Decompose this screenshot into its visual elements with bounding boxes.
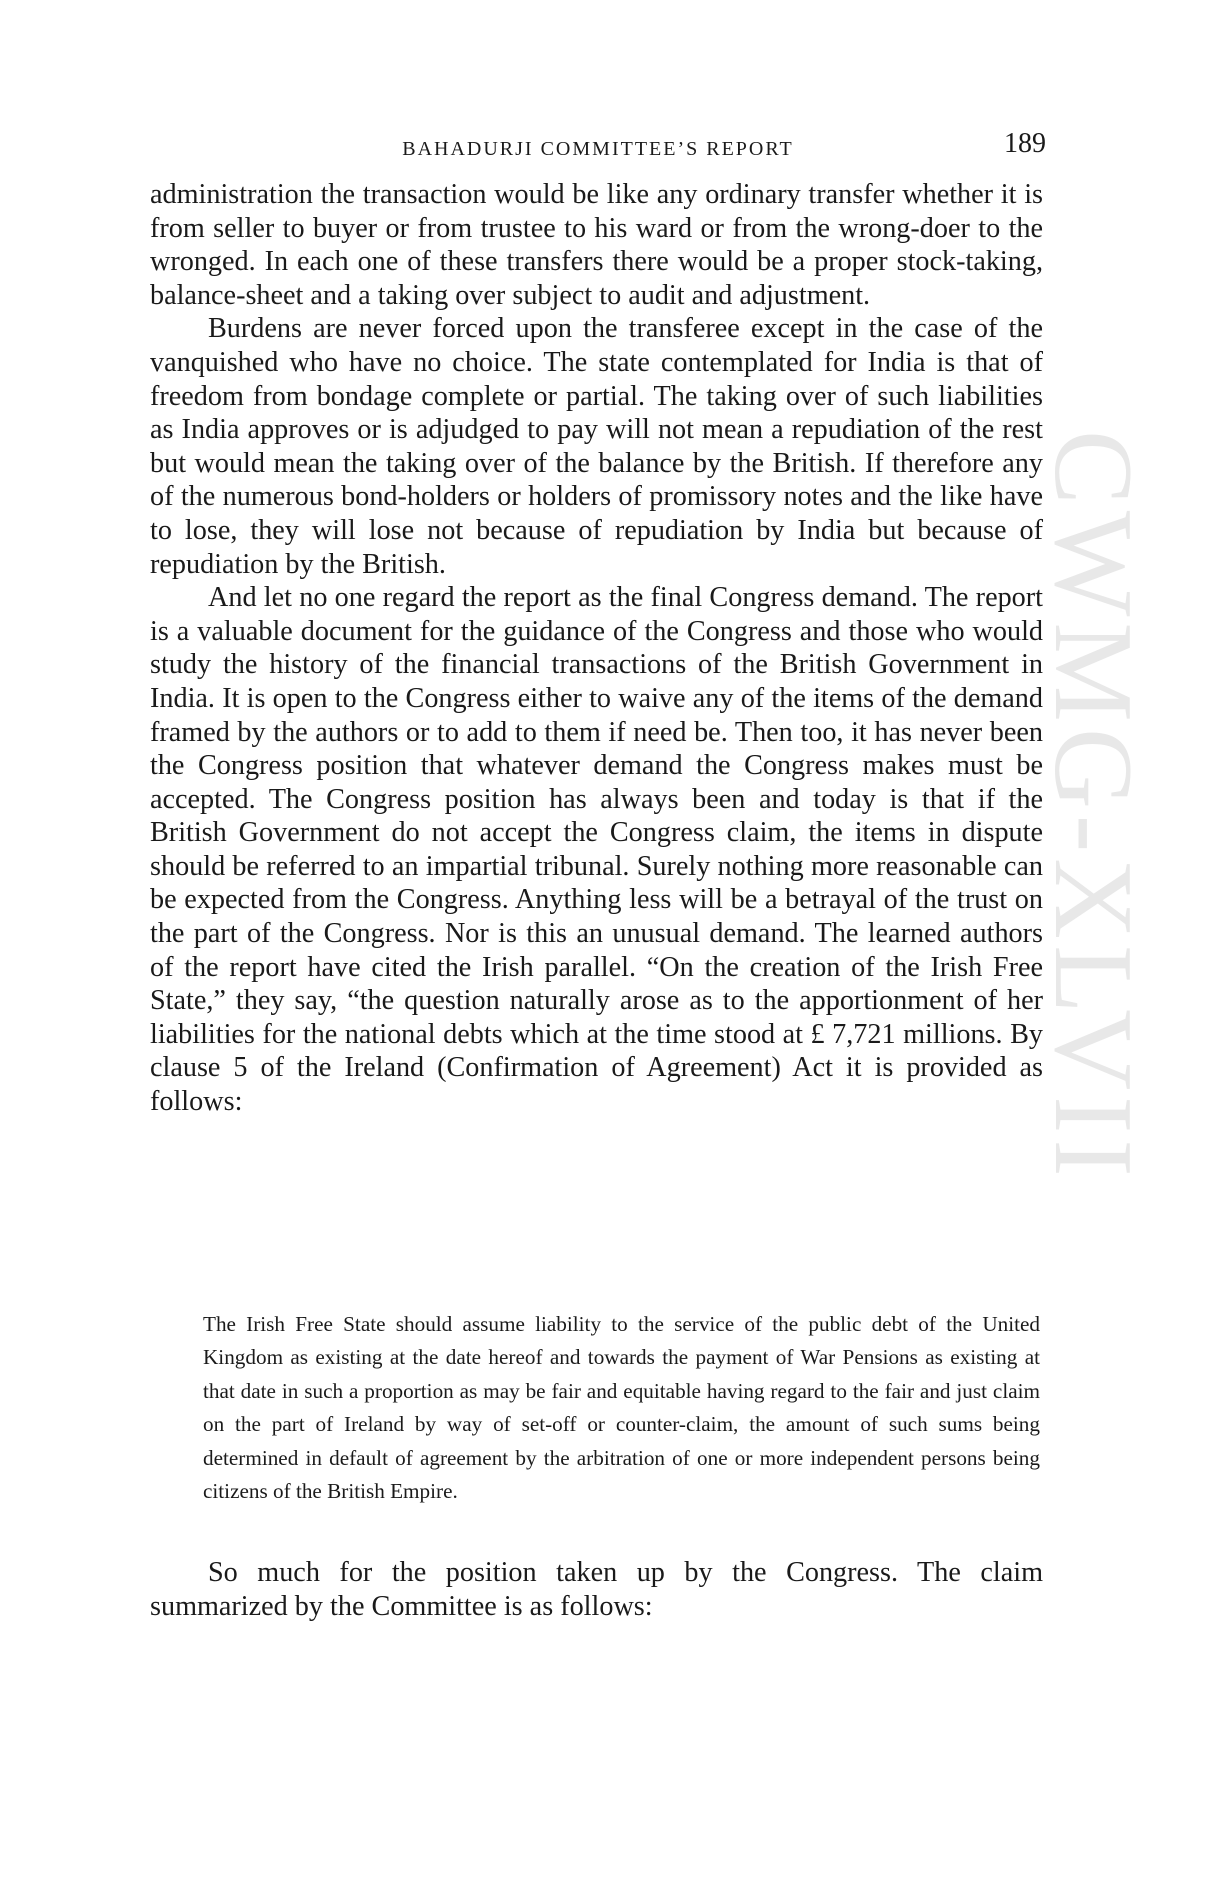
- closing-paragraph: [150, 1556, 1043, 1623]
- running-head: BAHADURJI COMMITTEE’S REPORT: [402, 138, 794, 160]
- paragraph-3: And let no one regard the report as the final Congress demand. The report is a valuable document for the guidance of the Congress and those who would study the history of the financial transactions of the British Government in India. It is open to the Congress either to waive any of the items of the demand framed by the authors or to add to them if need be. Then too, it has never been the Congress position that whatever demand the Congress makes must be accepted. The Congress position has always been and today is that if the British Government do not accept the Congress claim, the items in dispute should be referred to an impartial tribunal. Surely nothing more reasonable can be expected from the Congress. Anything less will be a betrayal of the trust on the part of the Congress. Nor is this an unusual demand. The learned authors of the report have cited the Irish parallel. “On the creation of the Irish Free State,” they say, “the question naturally arose as to the apportionment of her liabilities for the national debts which at the time stood at £ 7,721 millions. By clause 5 of the Ireland (Confirmation of Agreement) Act it is provided as follows:: [150, 582, 1043, 1118]
- paragraph-1: administration the transaction would be like any ordinary transfer whether it is from seller to buyer or from trustee to his ward or from the wrong-doer to the wronged. In each one of these transfers there would be a proper stock-taking, balance-sheet and a taking over subject to audit and adjustment.: [150, 179, 1043, 311]
- block-quote: The Irish Free State should assume liability to the service of the public debt of the United Kingdom as existing at the date hereof and towards the payment of War Pensions as existing at that date in such a proportion as may be fair and equitable having regard to the fair and just claim on the part of Ireland by way of set-off or counter-claim, the amount of such sums being determined in default of agreement by the arbitration of one or more independent persons being citizens of the British Empire.: [203, 1312, 1040, 1504]
- watermark: [1031, 430, 1159, 1490]
- paragraph-2: Burdens are never forced upon the transferee except in the case of the vanquished who have no choice. The state contemplated for India is that of freedom from bondage complete or partial. The taking over of such liabilities as India approves or is adjudged to pay will not mean a repudiation of the rest but would mean the taking over of the balance by the British. If therefore any of the numerous bond-holders or holders of promissory notes and the like have to lose, they will lose not because of repudiation by India but because of repudiation by the British.: [150, 313, 1043, 580]
- page-number: 189: [1004, 128, 1046, 159]
- watermark-text: CWMG-XLVII: [1031, 430, 1155, 1183]
- page-header: [150, 128, 1046, 168]
- paragraph-4: So much for the position taken up by the Congress. The claim summarized by the Committee is as follows:: [150, 1557, 1043, 1622]
- body-text: [150, 178, 1043, 1119]
